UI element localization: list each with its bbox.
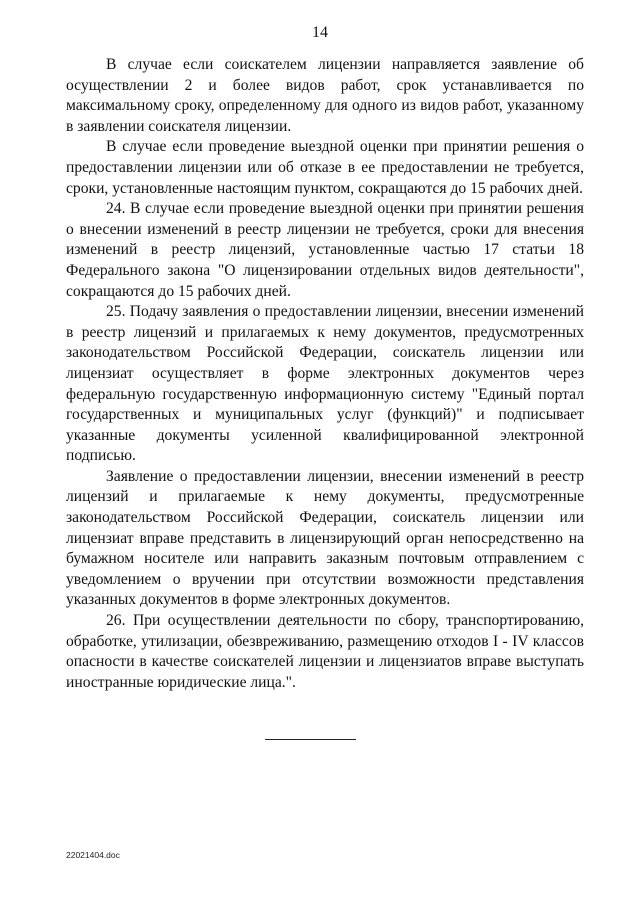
paragraph-item-26: 26. При осуществлении деятельности по сбору, транспортированию, обработке, утилизации, обезвреживанию, размещению отходов I - IV классов опасности в качестве соискателей лицензии и лицензиатов вправе выступать иностранные юридические лица.". [66, 612, 584, 691]
document-file-reference: 22021404.doc [66, 850, 120, 860]
page-number: 14 [312, 24, 328, 41]
paragraph-paper-submission: Заявление о предоставлении лицензии, внесении изменений в реестр лицензий и прилагаемые к нему документы, предусмотренные законодательством Российской Федерации, соискатель лицензии или лицензиат вправе представить в лицензирующий орган непосредственно на бумажном носителе или направить заказным почтовым отправлением с уведомлением о вручении при отсутствии возможности представления указанных документов в форме электронных документов. [66, 467, 584, 609]
paragraph-multiple-works-deadline: В случае если соискателем лицензии направляется заявление об осуществлении 2 и более видов работ, срок устанавливается по максимальному сроку, определенному для одного из видов работ, указанному в заявлении соискателя лицензии. [66, 56, 584, 135]
paragraph-no-site-assessment: В случае если проведение выездной оценки при принятии решения о предоставлении лицензии или об отказе в ее предоставлении не требуется, сроки, установленные настоящим пунктом, сокращаются до 15 рабочих дней. [66, 138, 584, 197]
paragraph-item-25: 25. Подачу заявления о предоставлении лицензии, внесении изменений в реестр лицензий и прилагаемых к нему документов, предусмотренных законодательством Российской Федерации, соискатель лицензии или лицензиат осуществляет в форме электронных документов через федеральную государственную информационную систему "Единый портал государственных и муниципальных услуг (функций)" и подписывает указанные документы усиленной квалифицированной электронной подписью. [66, 303, 584, 465]
document-body [66, 55, 584, 693]
paragraph-item-24: 24. В случае если проведение выездной оценки при принятии решения о внесении изменений в реестр лицензии не требуется, сроки для внесения изменений в реестр лицензий, установленные частью 17 статьи 18 Федерального закона "О лицензировании отдельных видов деятельности", сокращаются до 15 рабочих дней. [66, 200, 584, 300]
end-of-text-separator [265, 739, 356, 740]
